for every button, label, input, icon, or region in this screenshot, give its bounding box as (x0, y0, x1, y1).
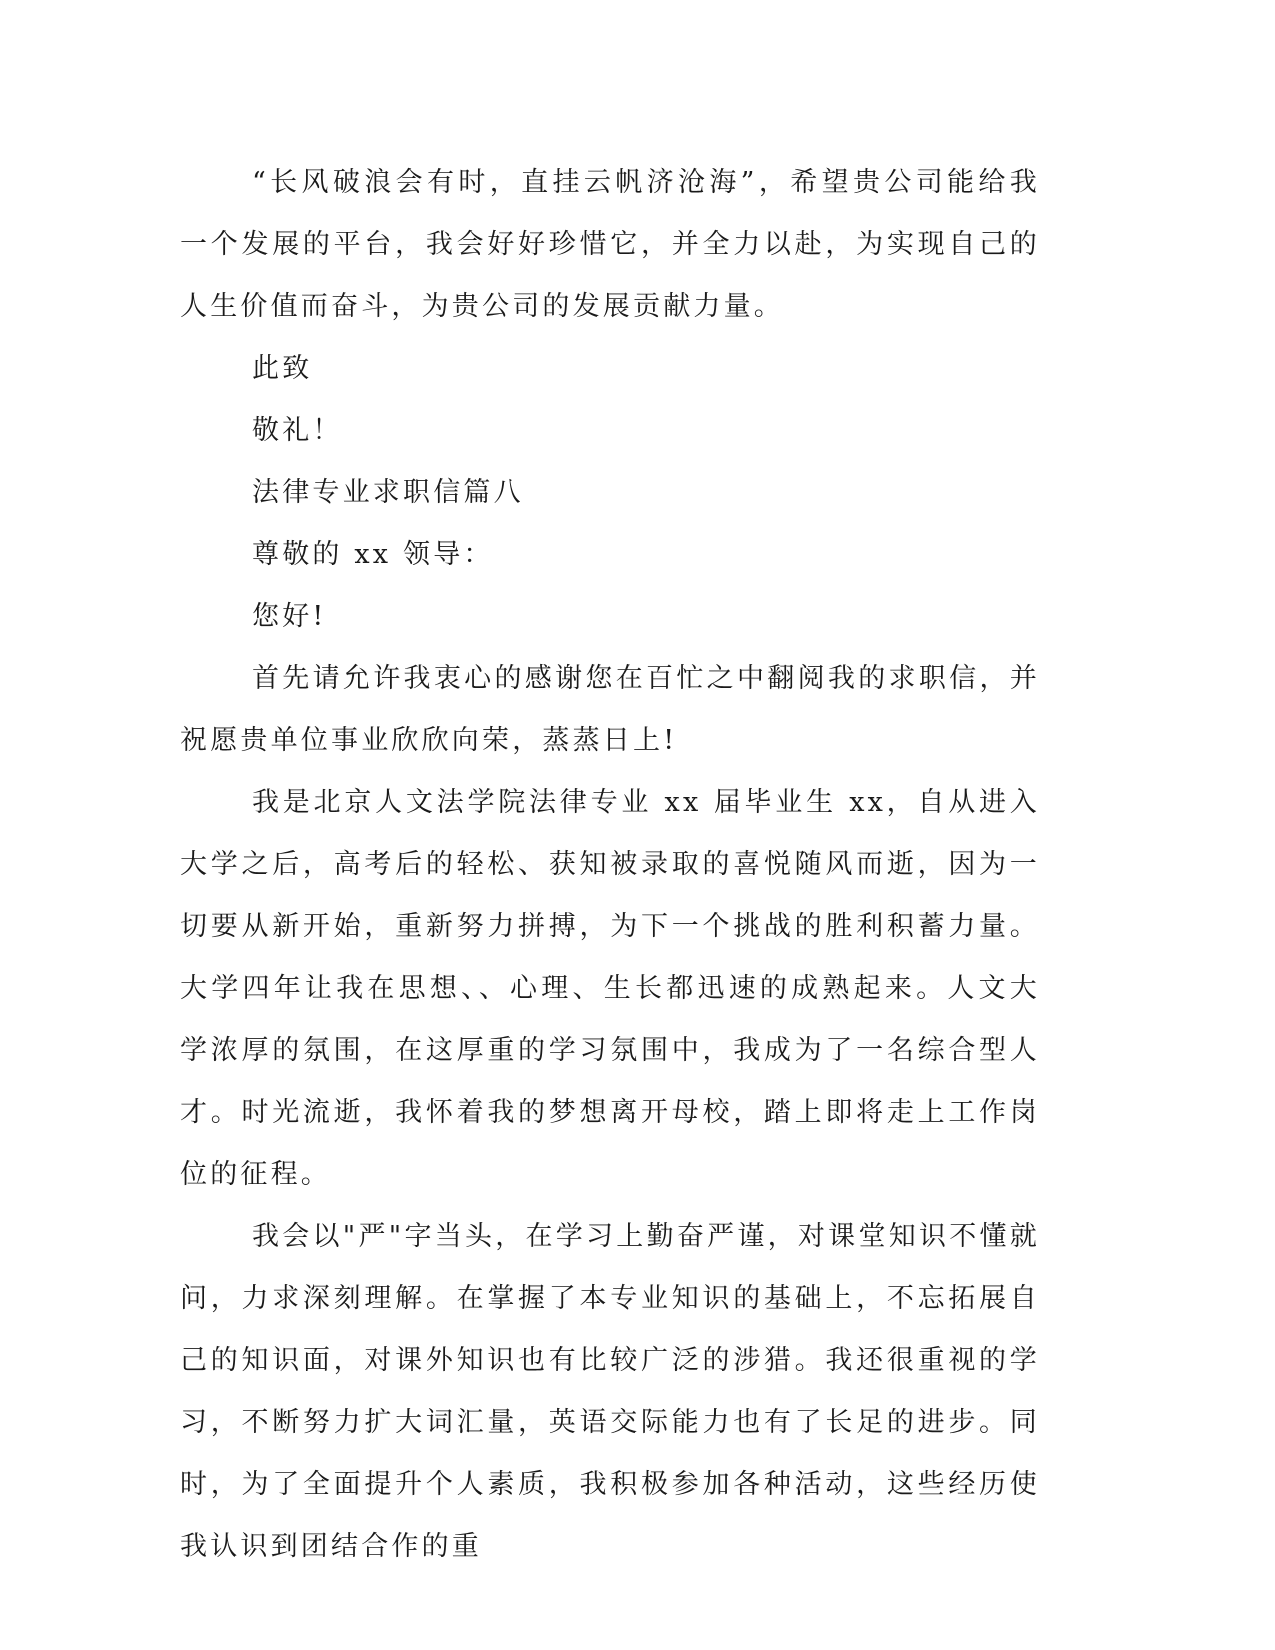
paragraph-introduction: 我是北京人文法学院法律专业 xx 届毕业生 xx，自从进入大学之后，高考后的轻松、获知被录取的喜悦随风而逝，因为一切要从新开始，重新努力拼搏，为下一个挑战的胜利积蓄力量。大学四年让我在思想、、心理、生长都迅速的成熟起来。人文大学浓厚的氛围，在这厚重的学习氛围中，我成为了一名综合型人才。时光流逝，我怀着我的梦想离开母校，踏上即将走上工作岗位的征程。 (180, 787, 1040, 1190)
section-title: 法律专业求职信篇八 (252, 477, 524, 508)
closing-line-1: 此致 (252, 353, 313, 384)
closing-line-2: 敬礼！ (252, 415, 343, 446)
salutation: 尊敬的 xx 领导： (252, 539, 494, 570)
paragraph-study: 我会以"严"字当头，在学习上勤奋严谨，对课堂知识不懂就问，力求深刻理解。在掌握了本专业知识的基础上，不忘拓展自己的知识面，对课外知识也有比较广泛的涉猎。我还很重视的学习，不断努力扩大词汇量，英语交际能力也有了长足的进步。同时，为了全面提升个人素质，我积极参加各种活动，这些经历使我认识到团结合作的重 (180, 1221, 1040, 1562)
document-body (180, 152, 1040, 1578)
paragraph-thanks: 首先请允许我衷心的感谢您在百忙之中翻阅我的求职信，并祝愿贵单位事业欣欣向荣，蒸蒸日上! (180, 663, 1040, 756)
greeting: 您好! (252, 601, 327, 632)
paragraph-closing-wish: “长风破浪会有时，直挂云帆济沧海”，希望贵公司能给我一个发展的平台，我会好好珍惜它，并全力以赴，为实现自己的人生价值而奋斗，为贵公司的发展贡献力量。 (180, 167, 1040, 322)
